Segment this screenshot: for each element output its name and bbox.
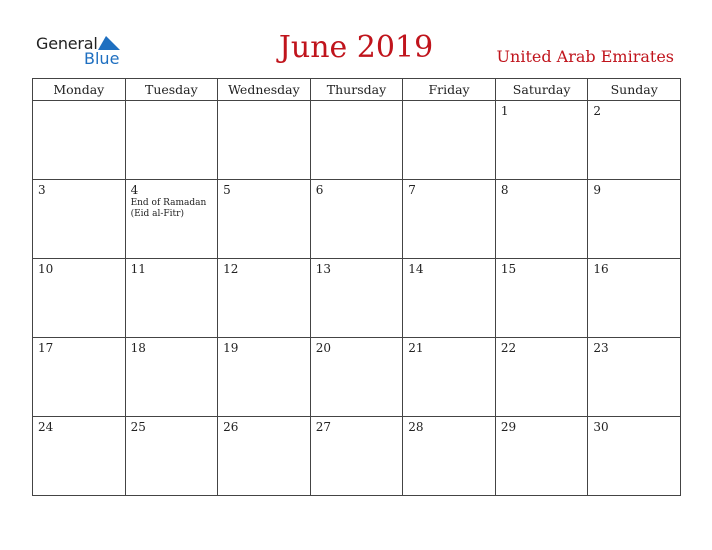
day-cell [403, 338, 496, 417]
day-cell [218, 101, 311, 180]
day-cell [588, 101, 681, 180]
weekday-header: Tuesday [125, 79, 218, 101]
week-row [33, 101, 681, 180]
day-cell [588, 180, 681, 259]
day-cell [33, 338, 126, 417]
day-number: 5 [223, 183, 231, 197]
day-cell [125, 417, 218, 496]
day-cell [310, 259, 403, 338]
logo-word-blue: Blue [84, 49, 120, 68]
day-cell [310, 338, 403, 417]
day-number: 20 [315, 341, 331, 355]
day-cell [588, 338, 681, 417]
day-number: 28 [408, 420, 424, 434]
day-cell [495, 180, 588, 259]
day-number: 22 [500, 341, 517, 355]
day-cell [495, 259, 588, 338]
day-cell [33, 101, 126, 180]
day-number: 16 [593, 262, 609, 276]
day-number: 4 [130, 183, 139, 197]
day-cell [310, 180, 403, 259]
day-cell [125, 338, 218, 417]
day-cell [403, 259, 496, 338]
day-cell [495, 338, 588, 417]
day-number: 24 [38, 420, 54, 434]
day-number: 3 [38, 183, 46, 197]
day-cell [33, 180, 126, 259]
day-number: 26 [223, 420, 239, 434]
day-cell [403, 417, 496, 496]
day-cell [33, 417, 126, 496]
day-cell [125, 259, 218, 338]
day-number: 11 [130, 262, 146, 276]
day-cell [403, 180, 496, 259]
weekday-header: Friday [403, 79, 496, 101]
logo-word-general: General [36, 34, 98, 53]
weekday-header: Saturday [495, 79, 588, 101]
day-number: 19 [223, 341, 239, 355]
day-number: 15 [500, 262, 517, 276]
week-row [33, 259, 681, 338]
week-row [33, 338, 681, 417]
day-number: 21 [408, 341, 424, 355]
calendar-grid [32, 78, 681, 496]
day-cell [588, 417, 681, 496]
day-cell [588, 259, 681, 338]
day-number: 6 [315, 183, 324, 197]
day-number: 13 [315, 262, 331, 276]
day-number: 25 [130, 420, 146, 434]
day-number: 1 [500, 104, 509, 118]
day-number: 30 [593, 420, 609, 434]
day-cell [218, 417, 311, 496]
weekday-header: Thursday [310, 79, 403, 101]
country-name: United Arab Emirates [496, 47, 674, 66]
holiday-label: End of Ramadan (Eid al-Fitr) [130, 198, 207, 219]
weekday-header-row [33, 79, 681, 101]
day-number: 23 [593, 341, 609, 355]
day-cell [495, 417, 588, 496]
calendar-title: June 2019 [278, 30, 434, 65]
weekday-header: Sunday [588, 79, 681, 101]
day-cell [125, 101, 218, 180]
day-number: 29 [500, 420, 517, 434]
week-row [33, 180, 681, 259]
day-number: 2 [593, 104, 602, 118]
day-number: 18 [130, 341, 146, 355]
day-number: 14 [408, 262, 424, 276]
day-cell [218, 338, 311, 417]
day-cell [495, 101, 588, 180]
day-cell [218, 259, 311, 338]
weekday-header: Monday [33, 79, 126, 101]
day-number: 7 [408, 183, 416, 197]
day-number: 10 [38, 262, 54, 276]
day-cell [218, 180, 311, 259]
day-number: 27 [315, 420, 331, 434]
day-number: 8 [500, 183, 509, 197]
day-number: 17 [38, 341, 54, 355]
day-cell [33, 259, 126, 338]
day-number: 9 [593, 183, 602, 197]
day-number: 12 [223, 262, 239, 276]
day-cell [403, 101, 496, 180]
day-cell [310, 417, 403, 496]
week-row [33, 417, 681, 496]
day-cell [125, 180, 218, 259]
weekday-header: Wednesday [218, 79, 311, 101]
day-cell [310, 101, 403, 180]
